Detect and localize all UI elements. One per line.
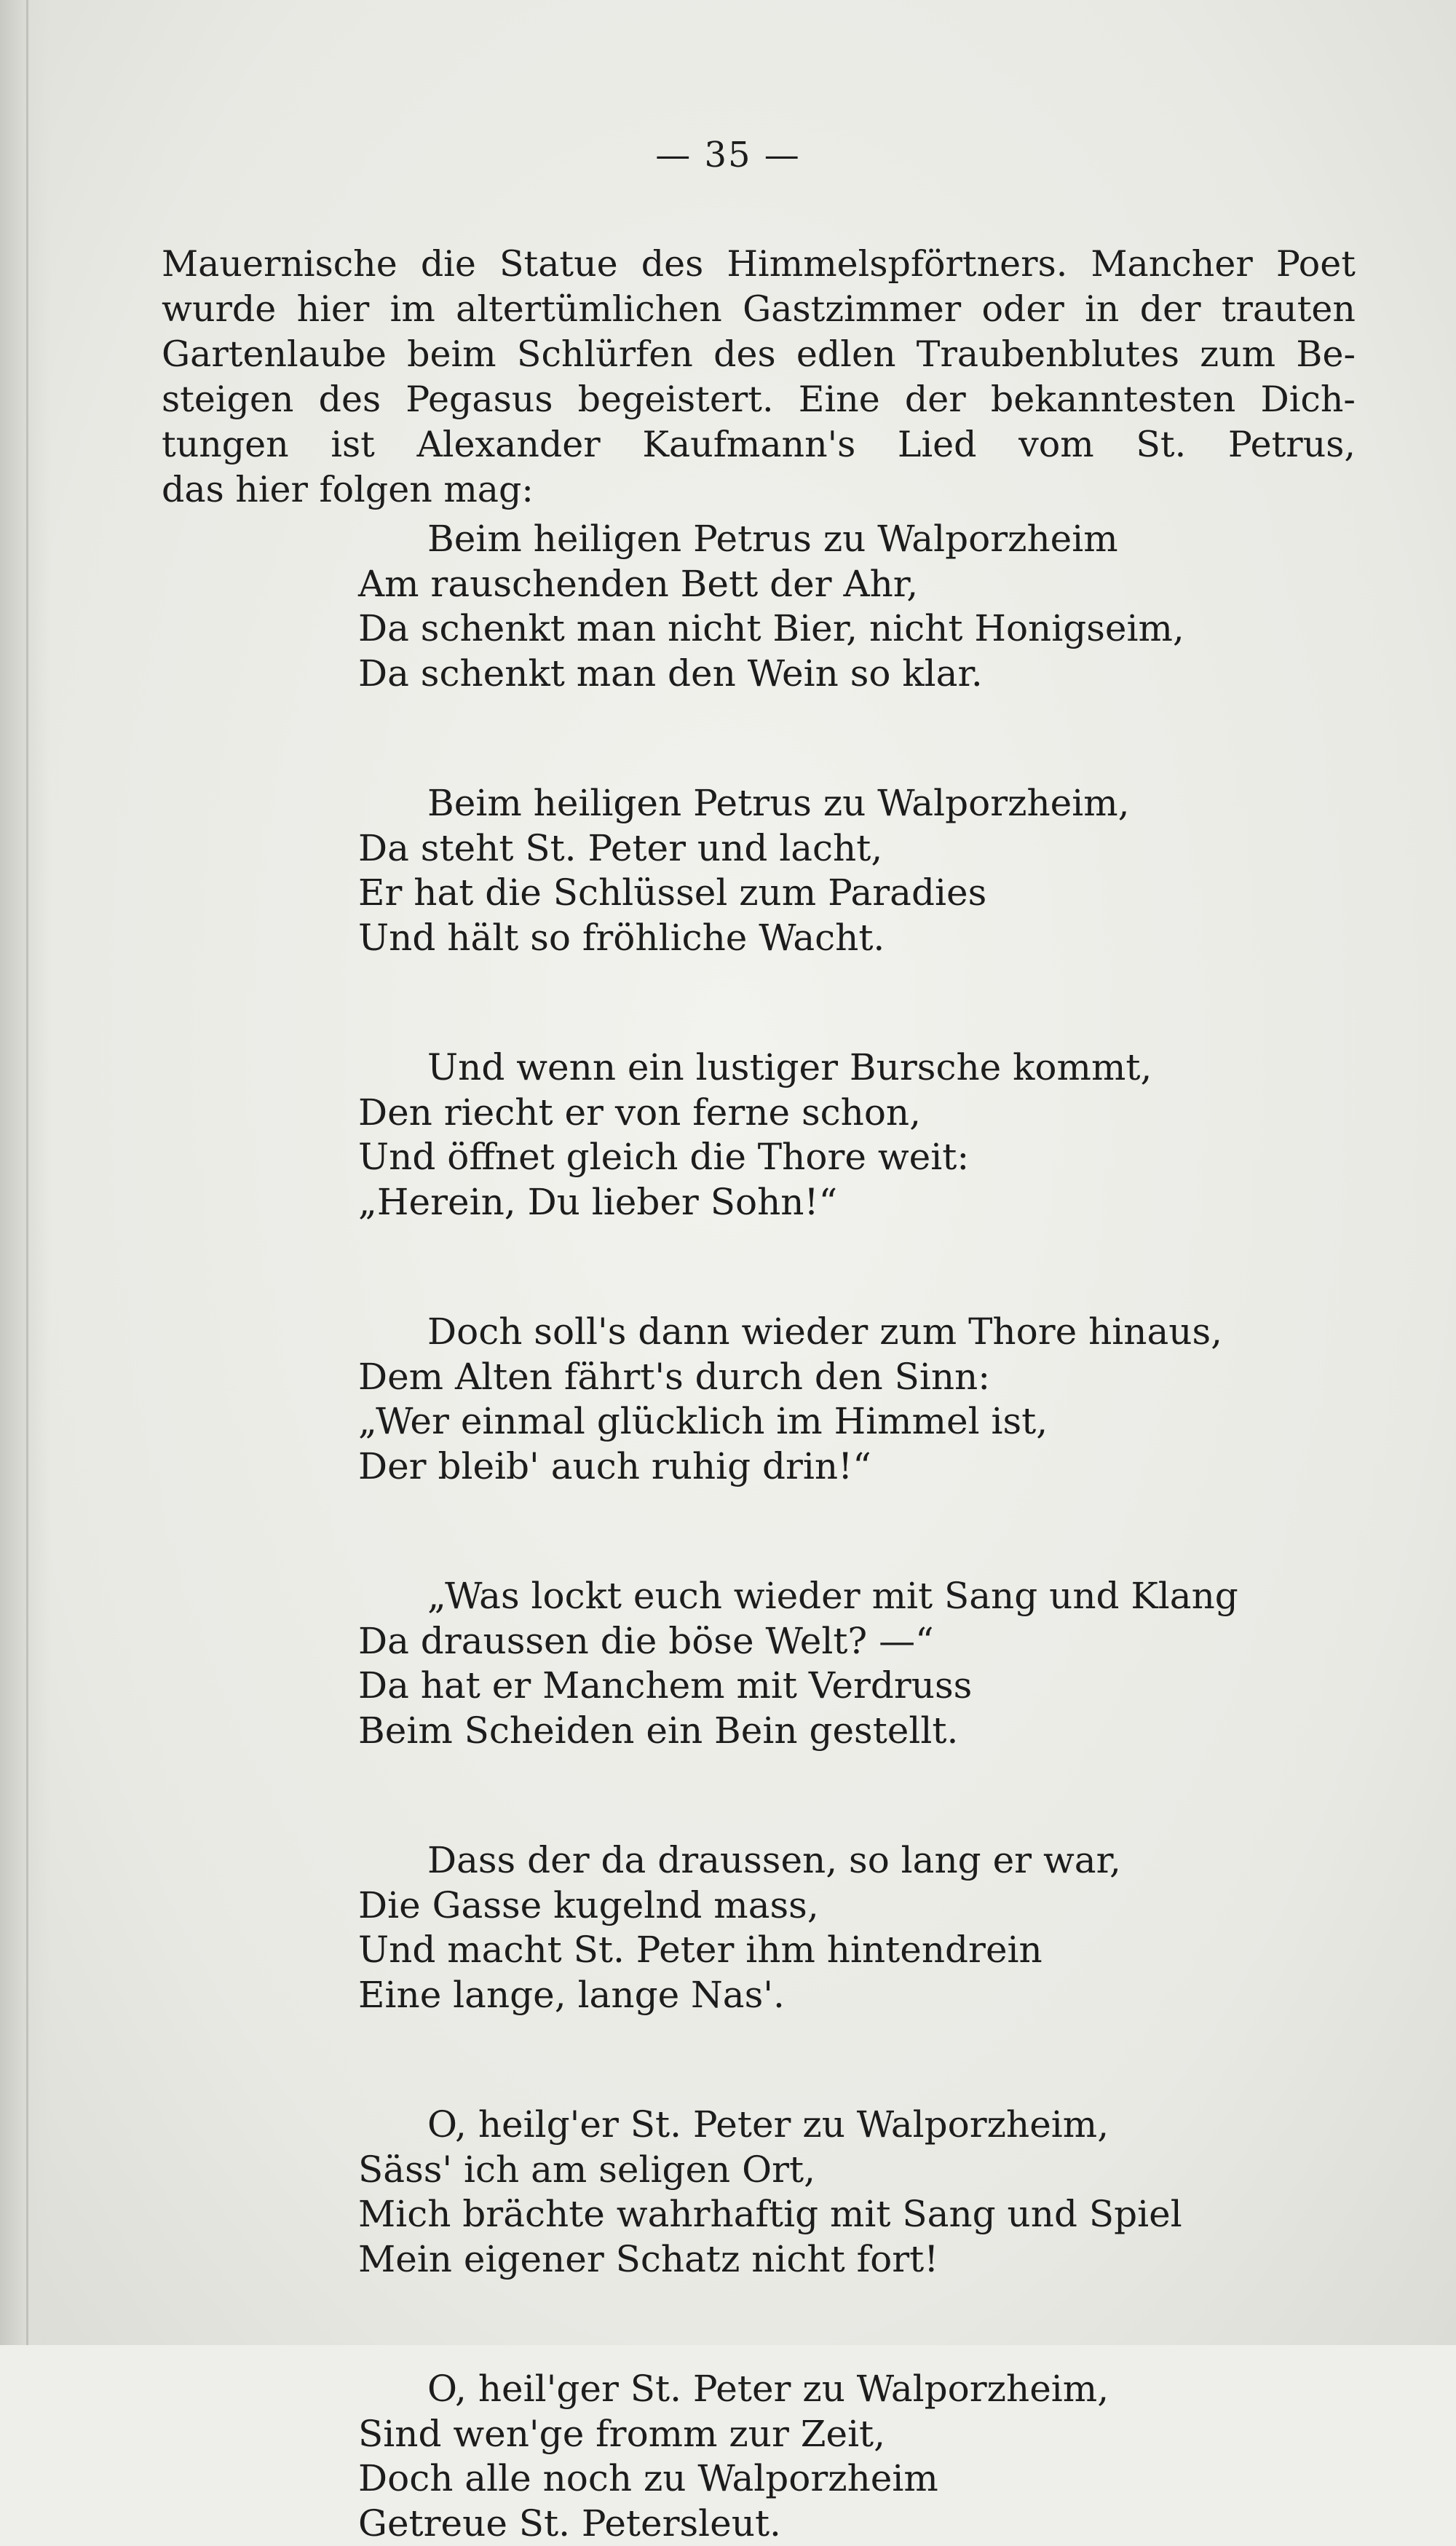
page-number: — 35 —: [0, 135, 1456, 175]
prose-line: das hier folgen mag:: [162, 467, 1356, 513]
poem-stanza: [358, 2367, 1363, 2546]
verse-line: Und öffnet gleich die Thore weit:: [358, 1135, 1363, 1180]
verse-line: Dass der da draussen, so lang er war,: [358, 1838, 1363, 1883]
prose-line: wurde hier im altertümlichen Gastzimmer oder in der trauten: [162, 287, 1356, 332]
verse-line: Dem Alten fährt's durch den Sinn:: [358, 1355, 1363, 1400]
poem-stanza: [358, 1574, 1363, 1753]
poem-stanza: [358, 1310, 1363, 1489]
verse-line: „Wer einmal glücklich im Himmel ist,: [358, 1399, 1363, 1444]
binding-edge: [26, 0, 28, 2345]
verse-line: Sind wen'ge fromm zur Zeit,: [358, 2412, 1363, 2457]
poem: [358, 517, 1363, 2546]
verse-line: Mich brächte wahrhaftig mit Sang und Spiel: [358, 2192, 1363, 2237]
verse-line: Er hat die Schlüssel zum Paradies: [358, 871, 1363, 916]
prose-line: steigen des Pegasus begeistert. Eine der bekanntesten Dich-: [162, 377, 1356, 422]
verse-line: Doch soll's dann wieder zum Thore hinaus,: [358, 1310, 1363, 1355]
verse-line: Und macht St. Peter ihm hintendrein: [358, 1928, 1363, 1973]
verse-line: „Herein, Du lieber Sohn!“: [358, 1180, 1363, 1225]
verse-line: Säss' ich am seligen Ort,: [358, 2148, 1363, 2193]
poem-stanza: [358, 1838, 1363, 2017]
prose-paragraph: [162, 242, 1356, 513]
verse-line: Getreue St. Petersleut.: [358, 2502, 1363, 2546]
verse-line: O, heilg'er St. Peter zu Walporzheim,: [358, 2103, 1363, 2148]
poem-stanza: [358, 1045, 1363, 1225]
poem-stanza: [358, 517, 1363, 696]
verse-line: Da steht St. Peter und lacht,: [358, 826, 1363, 871]
verse-line: Da draussen die böse Welt? —“: [358, 1619, 1363, 1664]
verse-line: Da hat er Manchem mit Verdruss: [358, 1664, 1363, 1709]
verse-line: „Was lockt euch wieder mit Sang und Klang: [358, 1574, 1363, 1619]
verse-line: Doch alle noch zu Walporzheim: [358, 2456, 1363, 2502]
verse-line: Am rauschenden Bett der Ahr,: [358, 562, 1363, 607]
verse-line: Beim Scheiden ein Bein gestellt.: [358, 1709, 1363, 1754]
verse-line: Und hält so fröhliche Wacht.: [358, 916, 1363, 961]
verse-line: Da schenkt man nicht Bier, nicht Honigseim,: [358, 606, 1363, 652]
verse-line: Mein eigener Schatz nicht fort!: [358, 2237, 1363, 2282]
prose-line: Mauernische die Statue des Himmelspförtners. Mancher Poet: [162, 242, 1356, 287]
page-gutter: [0, 0, 51, 2345]
verse-line: Die Gasse kugelnd mass,: [358, 1883, 1363, 1929]
poem-stanza: [358, 2103, 1363, 2282]
verse-line: O, heil'ger St. Peter zu Walporzheim,: [358, 2367, 1363, 2412]
poem-stanza: [358, 781, 1363, 960]
verse-line: Eine lange, lange Nas'.: [358, 1973, 1363, 2018]
prose-line: tungen ist Alexander Kaufmann's Lied vom St. Petrus,: [162, 422, 1356, 467]
verse-line: Und wenn ein lustiger Bursche kommt,: [358, 1045, 1363, 1091]
verse-line: Den riecht er von ferne schon,: [358, 1091, 1363, 1136]
verse-line: Da schenkt man den Wein so klar.: [358, 652, 1363, 697]
prose-line: Gartenlaube beim Schlürfen des edlen Traubenblutes zum Be-: [162, 332, 1356, 377]
verse-line: Beim heiligen Petrus zu Walporzheim: [358, 517, 1363, 562]
verse-line: Beim heiligen Petrus zu Walporzheim,: [358, 781, 1363, 826]
verse-line: Der bleib' auch ruhig drin!“: [358, 1444, 1363, 1490]
